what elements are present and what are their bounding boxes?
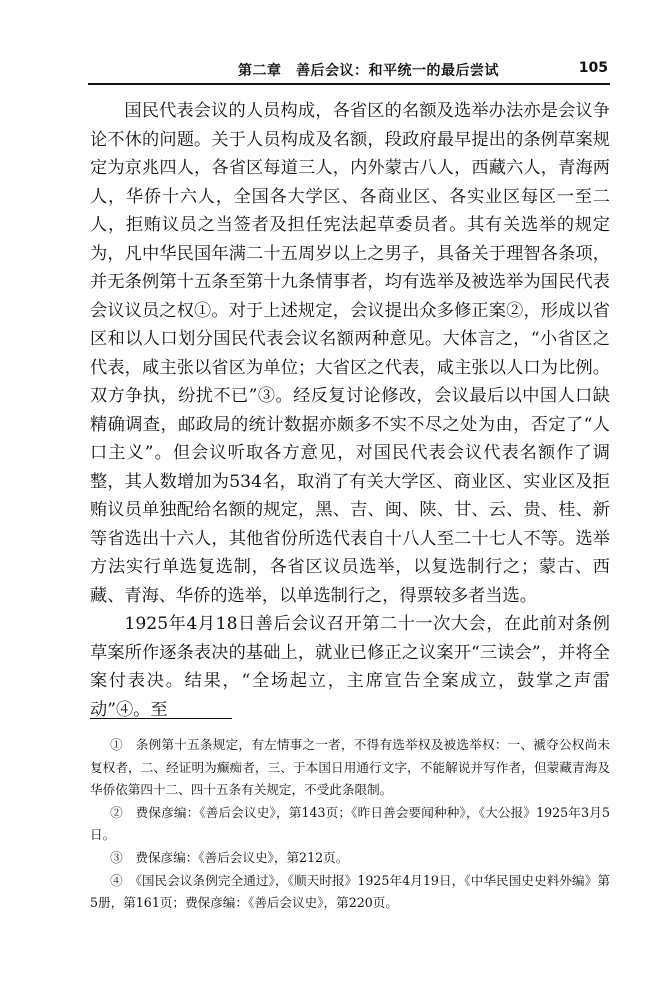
footnote-separator [90,718,232,719]
page-number: 105 [578,60,608,76]
footnote: ① 条例第十五条规定，有左情事之一者，不得有选举权及被选举权：一、褫夺公权尚未复权者，二、经证明为癫痴者，三、于本国日用通行文字，不能解说并写作者，但蒙藏青海及华侨依第四十二、四十五条有关规定，不受此条限制。 [90,737,610,798]
running-header [88,60,608,82]
paragraph: 1925年4月18日善后会议召开第二十一次大会，在此前对条例草案所作逐条表决的基础上，就业已修正之议案开“三读会”，并将全案付表决。结果，“全场起立，主席宣告全案成立，鼓掌之声雷动”④。至 [90,614,610,720]
footnote: ③ 费保彦编：《善后会议史》，第212页。 [110,849,349,865]
chapter-title: 第二章 善后会议：和平统一的最后尝试 [238,63,499,79]
header-rule [88,83,610,85]
body-text [90,97,610,724]
footnote: ④ 《国民会议条例完全通过》，《顺天时报》1925年4月19日，《中华民国史史料外编》第5册，第161页；费保彦编：《善后会议史》，第220页。 [90,872,610,911]
footnotes [90,734,610,915]
footnote: ② 费保彦编：《善后会议史》，第143页；《昨日善会要闻种种》，《大公报》1925年3月5日。 [90,804,610,843]
paragraph: 国民代表会议的人员构成，各省区的名额及选举办法亦是会议争论不休的问题。关于人员构成及名额，段政府最早提出的条例草案规定为京兆四人，各省区每道三人，内外蒙古八人，西藏六人，青海两人，华侨十六人，全国各大学区、各商业区、各实业区每区一至二人，拒贿议员之当签者及担任宪法起草委员者。其有关选举的规定为，凡中华民国年满二十五周岁以上之男子，具备关于理智各条项，并无条例第十五条至第十九条情事者，均有选举及被选举为国民代表会议议员之权①。对于上述规定，会议提出众多修正案②，形成以省区和以人口划分国民代表会议名额两种意见。大体言之，“小省区之代表，咸主张以省区为单位；大省区之代表，咸主张以人口为比例。双方争执，纷扰不已”③。经反复讨论修改，会议最后以中国人口缺精确调查，邮政局的统计数据亦颇多不实不尽之处为由，否定了“人口主义”。但会议听取各方意见，对国民代表会议代表名额作了调整，其人数增加为534名，取消了有关大学区、商业区、实业区及拒贿议员单独配给名额的规定，黑、吉、闽、陕、甘、云、贵、桂、新等省选出十六人，其他省份所选代表自十八人至二十七人不等。选举方法实行单选复选制，各省区议员选举，以复选制行之；蒙古、西藏、青海、华侨的选举，以单选制行之，得票较多者当选。 [90,101,610,606]
